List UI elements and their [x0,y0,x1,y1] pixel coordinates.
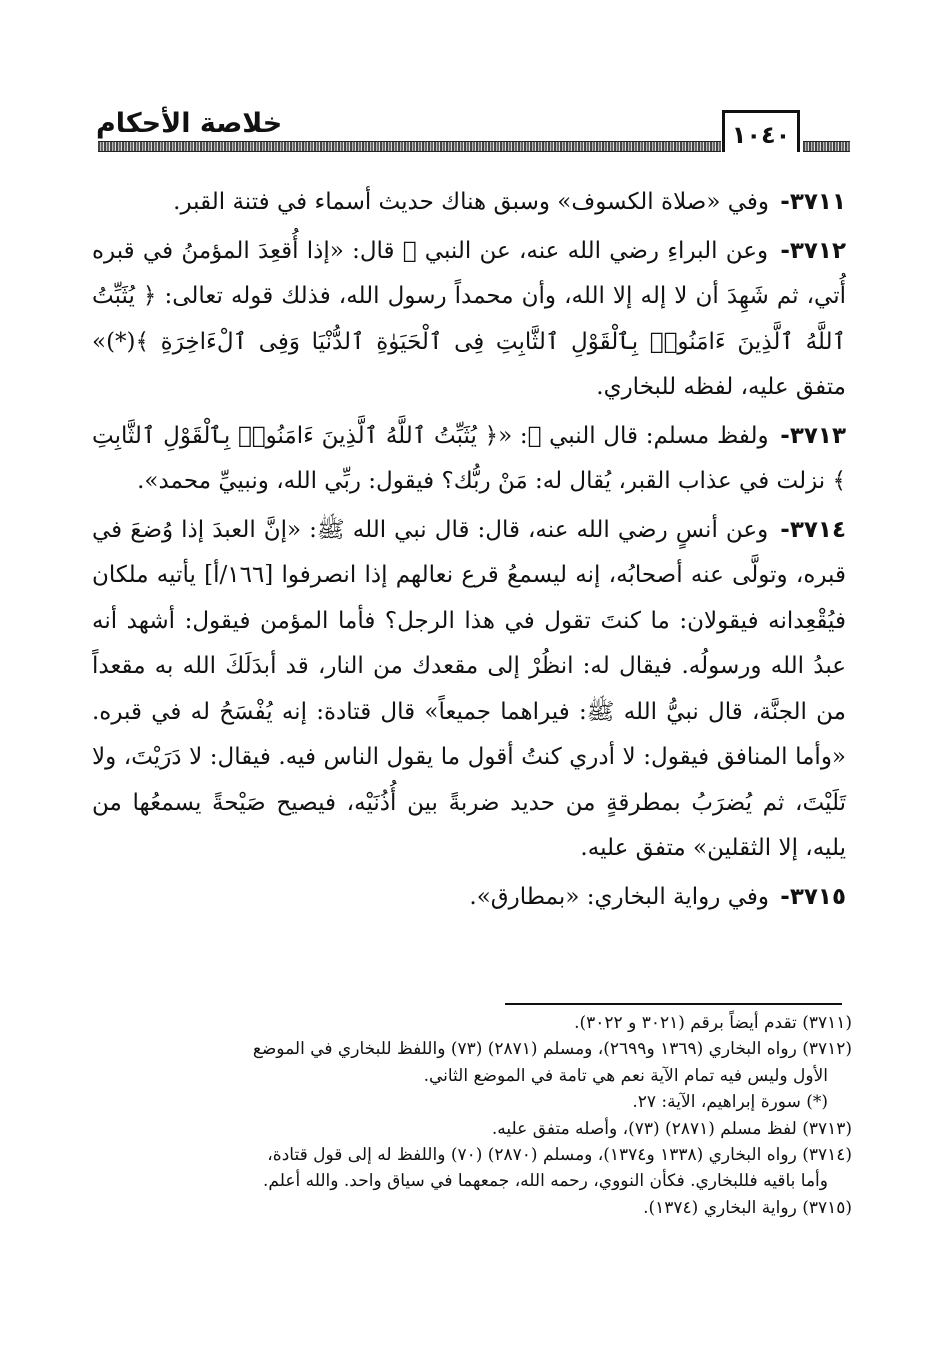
hadith-text: وفي رواية البخاري: «بمطارق». [469,883,769,910]
footnote-3712-continued: الأول وليس فيه تمام الآية نعم هي تامة في الموضع الثاني. [423,1065,828,1086]
footnote-asterisk: (*) سورة إبراهيم، الآية: ٢٧. [632,1092,828,1113]
hadith-number: ٣٧١٣- [780,422,846,449]
hadith-paragraph-3715 [92,875,846,921]
hadith-number: ٣٧١٢- [780,237,847,264]
header-decorative-rule-right [803,141,850,152]
running-header-title: خلاصة الأحكام [96,108,283,139]
footnote-3711: (٣٧١١) تقدم أيضاً برقم (٣٠٢١ و ٣٠٢٢). [574,1013,852,1033]
footnote-separator [505,1003,842,1005]
footnote-3714: (٣٧١٤) رواه البخاري (١٣٣٨ و١٣٧٤)، ومسلم (٢٨٧٠) (٧٠) واللفظ له إلى قول قتادة، [267,1145,852,1166]
hadith-number: ٣٧١٥- [780,883,846,910]
hadith-text: وعن البراءِ رضي الله عنه، عن النبي ﷺ قال: «إذا أُقعِدَ المؤمنُ في قبره أُتي، ثم شَهِدَ أن لا إله إلا الله، وأن محمداً رسول الله، فذلك قوله تعالى: ﴿ يُثَبِّتُ ٱللَّهُ ٱلَّذِينَ ءَامَنُوا۟ بِٱلْقَوْلِ ٱلثَّابِتِ فِى ٱلْحَيَوٰةِ ٱلدُّنْيَا وَفِى ٱلْءَاخِرَةِ ﴾(*)» متفق عليه، لفظه للبخاري. [92,237,846,400]
hadith-paragraph-3712 [92,229,846,411]
page-number: ١٠٤٠ [722,110,800,152]
hadith-paragraph-3711 [92,180,846,226]
header-decorative-rule [98,141,721,152]
footnote-3712: (٣٧١٢) رواه البخاري (١٣٦٩ و٢٦٩٩)، ومسلم (٢٨٧١) (٧٣) واللفظ للبخاري في الموضع [252,1039,852,1060]
footnote-3714-continued: وأما باقيه فللبخاري. فكأن النووي، رحمه الله، جمعهما في سياق واحد. والله أعلم. [263,1171,828,1192]
footnote-3715: (٣٧١٥) رواية البخاري (١٣٧٤). [643,1197,852,1218]
hadith-number: ٣٧١٤- [780,516,846,543]
hadith-paragraph-3714 [92,508,846,872]
hadith-text: وفي «صلاة الكسوف» وسبق هناك حديث أسماء في فتنة القبر. [173,189,769,215]
footnote-3713: (٣٧١٣) لفظ مسلم (٢٨٧١) (٧٣)، وأصله متفق عليه. [491,1118,852,1139]
hadith-text: ولفظ مسلم: قال النبي ﷺ: «﴿ يُثَبِّتُ ٱللَّهُ ٱلَّذِينَ ءَامَنُوا۟ بِٱلْقَوْلِ ٱلثَّابِتِ ﴾ نزلت في عذاب القبر، يُقال له: مَنْ ربُّك؟ فيقول: ربِّي الله، ونبييِّ محمد». [92,422,846,494]
hadith-paragraph-3713 [92,414,846,505]
footnotes [98,1010,852,1221]
main-text [92,180,846,920]
hadith-text: وعن أنسٍ رضي الله عنه، قال: قال نبي الله ﷺ: «إنَّ العبدَ إذا وُضعَ في قبره، وتولَّى عنه أصحابُه، إنه ليسمعُ قرع نعالهم إذا انصرفوا [١٦٦/أ] يأتيه ملكان فيُقْعِدانه فيقولان: ما كنتَ تقول في هذا الرجل؟ فأما المؤمن فيقول: أشهد أنه عبدُ الله ورسولُه. فيقال له: انظُرْ إلى مقعدك من النار، قد أبدَلَكَ الله به مقعداً من الجنَّة، قال نبيُّ الله ﷺ: فيراهما جميعاً» قال قتادة: إنه يُفْسَحُ له في قبره. «وأما المنافق فيقول: لا أدري كنتُ أقول ما يقول الناس فيه. فيقال: لا دَرَيْتَ، ولا تَلَيْتَ، ثم يُضرَبُ بمطرقةٍ من حديد ضربةً بين أُذُنَيْه، فيصيح صَيْحةً يسمعُها من يليه، إلا الثقلين» متفق عليه. [92,516,846,861]
hadith-number: ٣٧١١- [780,189,846,215]
